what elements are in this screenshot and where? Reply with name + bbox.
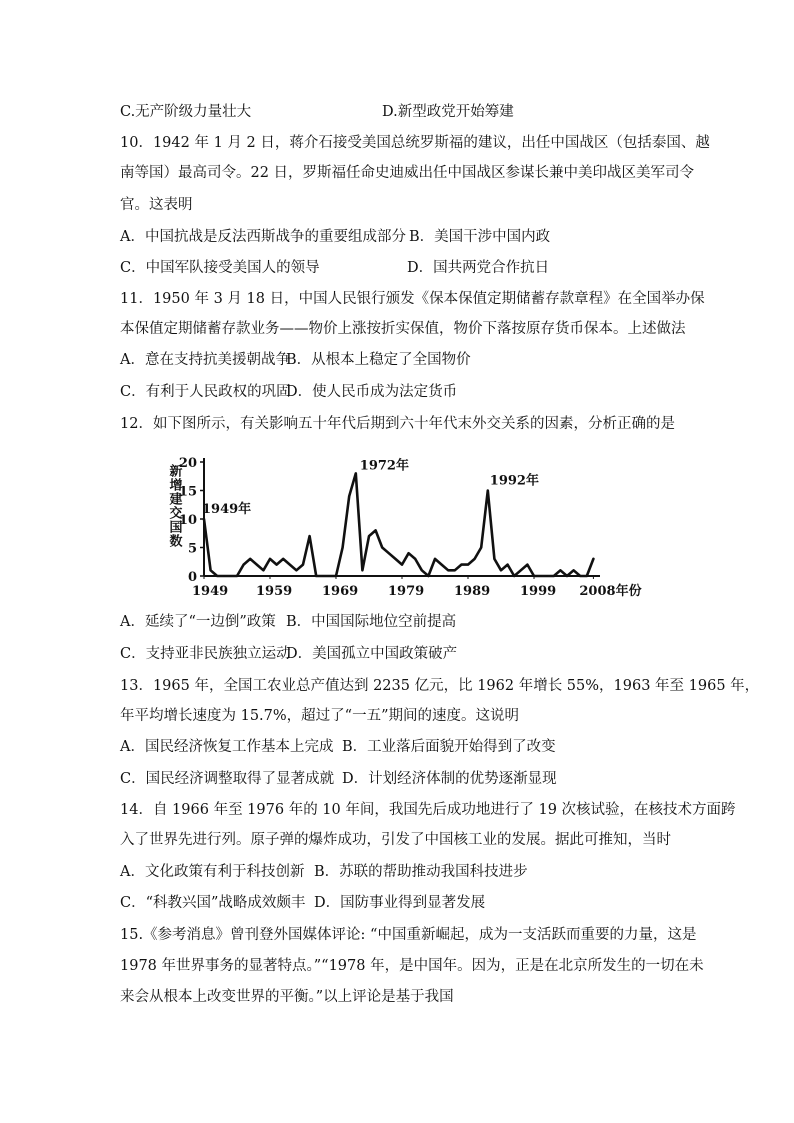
y-tick-label: 0 — [187, 570, 197, 585]
q11-option-c[interactable]: C．有利于人民政权的巩固 — [120, 384, 291, 400]
data-point — [513, 575, 515, 577]
q9-option-c[interactable]: C.无产阶级力量壮大 — [120, 104, 252, 120]
q10-option-b[interactable]: B．美国干涉中国内政 — [409, 229, 551, 245]
data-point — [421, 570, 423, 572]
data-point — [381, 547, 383, 549]
data-point — [441, 564, 443, 566]
data-point — [593, 558, 595, 560]
data-point — [467, 564, 469, 566]
data-point — [553, 575, 555, 577]
q12-stem: 12．如下图所示，有关影响五十年代后期到六十年代末外交关系的因素，分析正确的是 — [120, 416, 675, 432]
data-point — [540, 575, 542, 577]
data-point — [322, 575, 324, 577]
y-tick-label: 15 — [178, 484, 197, 500]
q11-option-b[interactable]: B．从根本上稳定了全国物价 — [286, 352, 471, 368]
data-point — [362, 570, 364, 572]
y-tick-label: 20 — [178, 456, 197, 471]
y-axis-label: 新增建交国数 — [166, 464, 182, 548]
x-tick-label: 1979 — [388, 584, 425, 599]
data-point — [335, 575, 337, 577]
data-point — [408, 552, 410, 554]
data-point — [533, 575, 535, 577]
data-point — [276, 564, 278, 566]
data-point — [434, 558, 436, 560]
data-point — [447, 570, 449, 572]
q12-option-c[interactable]: C．支持亚非民族独立运动 — [120, 646, 291, 662]
data-point — [223, 575, 225, 577]
annotation-label: 1992年 — [489, 473, 539, 489]
q11-option-d[interactable]: D．使人民币成为法定货币 — [286, 384, 458, 400]
data-point — [579, 575, 581, 577]
data-point — [355, 473, 357, 475]
q10-stem-line-1: 10．1942 年 1 月 2 日，蒋介石接受美国总统罗斯福的建议，出任中国战区（包括泰国、越 — [120, 135, 710, 151]
data-point — [586, 575, 588, 577]
data-point — [573, 570, 575, 572]
data-point — [315, 575, 317, 577]
q11-stem-line-2: 本保值定期储蓄存款业务——物价上涨按折实保值，物价下落按原存货币保本。上述做法 — [120, 321, 686, 337]
data-point — [342, 547, 344, 549]
data-point — [236, 575, 238, 577]
q14-option-a[interactable]: A．文化政策有利于科技创新 — [120, 864, 305, 880]
data-point — [566, 575, 568, 577]
x-tick-label: 1989 — [454, 584, 491, 599]
data-point — [388, 552, 390, 554]
data-point — [329, 575, 331, 577]
data-point — [401, 564, 403, 566]
q13-option-b[interactable]: B．工业落后面貌开始得到了改变 — [342, 739, 556, 755]
data-point — [348, 495, 350, 497]
q13-option-a[interactable]: A．国民经济恢复工作基本上完成 — [120, 739, 334, 755]
data-point — [375, 530, 377, 532]
data-point — [210, 570, 212, 572]
annotation-label: 1972年 — [359, 458, 409, 474]
y-tick-label: 10 — [178, 513, 197, 528]
data-point — [494, 558, 496, 560]
data-point — [527, 564, 529, 566]
x-tick-label: 1999 — [520, 584, 557, 599]
q10-stem-line-3: 官。这表明 — [120, 197, 193, 213]
data-point — [302, 564, 304, 566]
q9-option-d[interactable]: D.新型政党开始筹建 — [382, 104, 514, 120]
series-line — [204, 473, 593, 576]
diplomacy-chart-svg — [160, 448, 650, 608]
q13-stem-line-1: 13．1965 年，全国工农业总产值达到 2235 亿元，比 1962 年增长 55%，1963 年至 1965 年， — [120, 678, 760, 694]
data-point — [256, 564, 258, 566]
q11-option-a[interactable]: A．意在支持抗美援朝战争 — [120, 352, 290, 368]
data-point — [230, 575, 232, 577]
data-point — [454, 570, 456, 572]
q13-option-d[interactable]: D．计划经济体制的优势逐渐显现 — [342, 771, 557, 787]
data-point — [269, 558, 271, 560]
data-point — [289, 564, 291, 566]
q15-stem-line-3: 来会从根本上改变世界的平衡。”以上评论是基于我国 — [120, 989, 454, 1005]
data-point — [560, 570, 562, 572]
q13-option-c[interactable]: C．国民经济调整取得了显著成就 — [120, 771, 335, 787]
data-point — [249, 558, 251, 560]
q14-option-b[interactable]: B．苏联的帮助推动我国科技进步 — [314, 864, 528, 880]
q10-option-c[interactable]: C．中国军队接受美国人的领导 — [120, 260, 320, 276]
x-tick-label: 1969 — [322, 584, 359, 599]
q14-stem-line-2: 入了世界先进行列。原子弹的爆炸成功，引发了中国核工业的发展。据此可推知，当时 — [120, 832, 671, 848]
q10-option-a[interactable]: A．中国抗战是反法西斯战争的重要组成部分 — [120, 229, 406, 245]
q14-option-d[interactable]: D．国防事业得到显著发展 — [314, 895, 486, 911]
data-point — [203, 518, 205, 520]
x-tick-label: 1959 — [256, 584, 293, 599]
x-tick-label: 2008年份 — [579, 584, 642, 599]
data-point — [296, 570, 298, 572]
q14-stem-line-1: 14．自 1966 年至 1976 年的 10 年间，我国先后成功地进行了 19 次核试验，在核技术方面跨 — [120, 802, 736, 818]
q10-stem-line-2: 南等国）最高司令。22 日，罗斯福任命史迪威出任中国战区参谋长兼中美印战区美军司令 — [120, 165, 695, 181]
q13-stem-line-2: 年平均增长速度为 15.7%，超过了“一五”期间的速度。这说明 — [120, 708, 519, 724]
q10-option-d[interactable]: D．国共两党合作抗日 — [407, 260, 550, 276]
data-point — [500, 570, 502, 572]
q11-stem-line-1: 11．1950 年 3 月 18 日，中国人民银行颁发《保本保值定期储蓄存款章程》在全国举办保 — [120, 291, 705, 307]
data-point — [474, 558, 476, 560]
q12-option-d[interactable]: D．美国孤立中国政策破产 — [286, 646, 458, 662]
data-point — [487, 490, 489, 492]
q12-option-a[interactable]: A．延续了“一边倒”政策 — [120, 614, 276, 630]
data-point — [428, 575, 430, 577]
x-tick-label: 1949 — [192, 584, 229, 599]
q15-stem-line-1: 15.《参考消息》曾刊登外国媒体评论: “中国重新崛起，成为一支活跃而重要的力量，这是 — [120, 927, 697, 943]
data-point — [414, 558, 416, 560]
data-point — [461, 564, 463, 566]
annotation-label: 1949年 — [202, 502, 252, 517]
q14-option-c[interactable]: C．“科教兴国”战略成效颇丰 — [120, 895, 306, 911]
data-point — [309, 535, 311, 537]
data-point — [263, 570, 265, 572]
q12-option-b[interactable]: B．中国国际地位空前提高 — [286, 614, 457, 630]
q15-stem-line-2: 1978 年世界事务的显著特点。”“1978 年，是中国年。因为，正是在北京所发生的一切在未 — [120, 958, 704, 974]
data-point — [243, 564, 245, 566]
data-point — [480, 547, 482, 549]
diplomacy-chart — [160, 448, 650, 608]
data-point — [368, 535, 370, 537]
data-point — [216, 575, 218, 577]
data-point — [395, 558, 397, 560]
y-tick-label: 5 — [187, 541, 197, 557]
data-point — [546, 575, 548, 577]
data-point — [520, 570, 522, 572]
data-point — [282, 558, 284, 560]
data-point — [507, 564, 509, 566]
